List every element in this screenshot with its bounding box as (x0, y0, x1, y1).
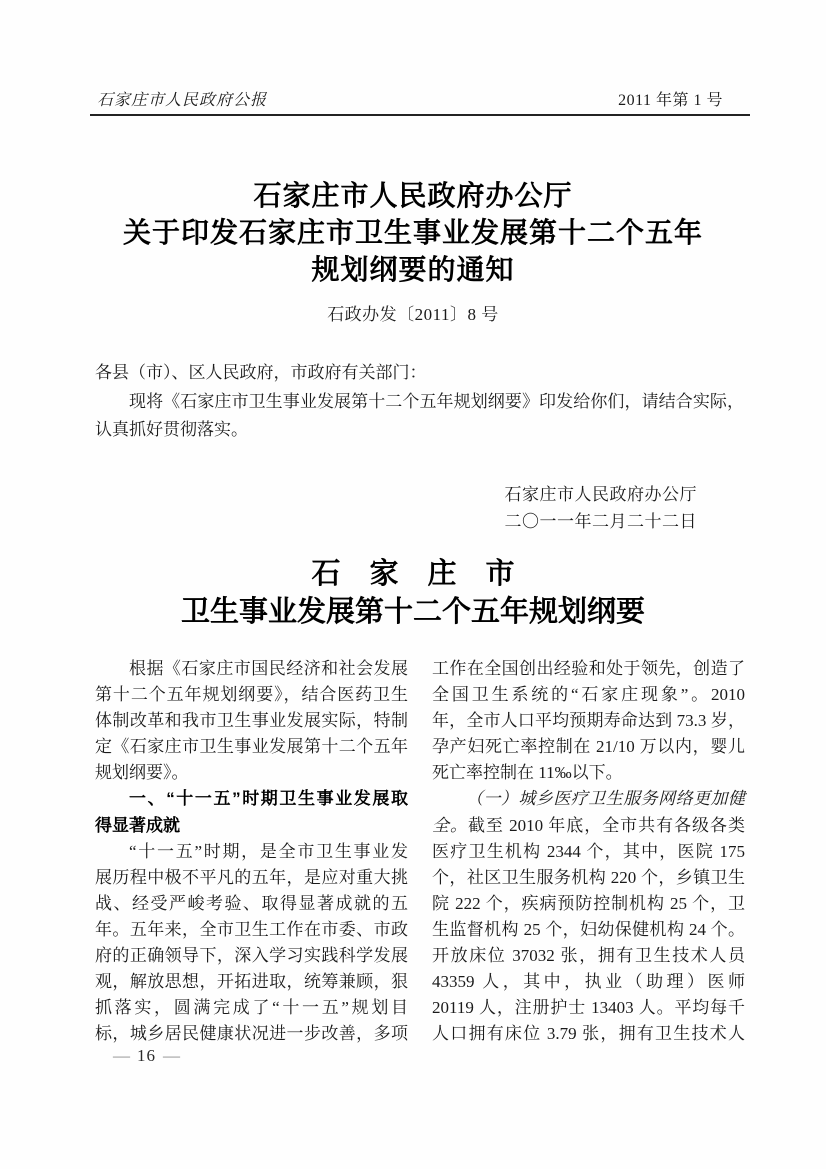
text-segment: 得显著成就 (95, 815, 180, 835)
text-line (95, 708, 408, 734)
text-line (95, 995, 408, 1021)
text-segment: 医疗卫生机构 2344 个，其中，医院 175 (432, 841, 745, 861)
text-segment: 第十二个五年规划纲要》，结合医药卫生 (95, 685, 408, 705)
text-line (432, 734, 745, 760)
text-line (95, 786, 408, 812)
text-line (432, 760, 745, 786)
notice-title (0, 178, 826, 289)
text-line (432, 865, 745, 891)
text-segment: 20119 人，注册护士 13403 人。平均每千 (432, 998, 745, 1018)
text-line (432, 969, 745, 995)
text-segment: 生监督机构 25 个，妇幼保健机构 24 个。 (432, 919, 745, 939)
text-line (432, 786, 745, 812)
signature-date: 二〇一一年二月二十二日 (504, 511, 697, 531)
text-segment: 工作在全国创出经验和处于领先，创造了 (432, 659, 745, 678)
text-line (432, 917, 745, 943)
text-segment: 截至 2010 年底，全市共有各级各类 (467, 815, 745, 835)
text-line (95, 734, 408, 760)
plan-right-column (432, 656, 745, 1047)
plan-body-columns (95, 656, 745, 1047)
text-line (95, 682, 408, 708)
text-line (95, 839, 408, 865)
notice-body (95, 359, 744, 445)
text-segment: 关于印发石家庄市卫生事业发展第十二个五年 (122, 218, 703, 249)
masthead (97, 92, 723, 110)
text-line (95, 813, 408, 839)
page-number: 16 (137, 1046, 156, 1065)
text-line (95, 969, 408, 995)
masthead-divider-rule (90, 114, 750, 116)
plan-title-line-1: 石 家 庄 市 (311, 558, 515, 590)
text-segment: 一、“十一五”时期卫生事业发展取 (129, 789, 408, 809)
text-line (432, 813, 745, 839)
text-segment: 年。五年来，全市卫生工作在市委、市政 (95, 919, 408, 939)
text-segment: 年，全市人口平均预期寿命达到 73.3 岁， (432, 711, 745, 731)
text-line (95, 388, 744, 417)
text-segment: 孕产妇死亡率控制在 21/10 万以内，婴儿 (432, 737, 745, 757)
text-line (432, 891, 745, 917)
text-line (95, 416, 744, 445)
text-segment: 死亡率控制在 11‰以下。 (432, 763, 623, 783)
text-segment: 规划纲要的通知 (311, 255, 515, 286)
text-line (432, 943, 745, 969)
plan-left-column (95, 656, 408, 1047)
signature-agency: 石家庄市人民政府办公厅 (504, 485, 697, 504)
text-line (95, 943, 408, 969)
text-segment: 展历程中极不平凡的五年，是应对重大挑 (95, 867, 408, 887)
notice-document-number: 石政办发〔2011〕8 号 (327, 305, 499, 324)
plan-title (0, 556, 826, 631)
text-segment: 观，解放思想，开拓进取，统筹兼顾，狠 (95, 972, 408, 992)
text-segment: 标，城乡居民健康状况进一步改善，多项 (95, 1024, 408, 1044)
text-segment: “十一五”时期，是全市卫生事业发 (129, 841, 408, 861)
text-segment: 根据《石家庄市国民经济和社会发展 (129, 659, 408, 678)
text-line (0, 215, 826, 252)
text-line (432, 995, 745, 1021)
text-line (0, 252, 826, 289)
text-segment: 定《石家庄市卫生事业发展第十二个五年 (95, 737, 408, 757)
text-line (95, 359, 744, 388)
text-segment: 石家庄市人民政府办公厅 (253, 181, 573, 212)
text-segment: 规划纲要》。 (95, 763, 189, 783)
text-line (95, 917, 408, 943)
text-segment: 体制改革和我市卫生事业发展实际，特制 (95, 711, 408, 731)
text-line (432, 708, 745, 734)
masthead-issue-number: 2011 年第 1 号 (618, 92, 723, 109)
plan-title-line-2: 卫生事业发展第十二个五年规划纲要 (180, 595, 645, 628)
text-segment: 现将《石家庄市卫生事业发展第十二个五年规划纲要》印发给你们，请结合实际， (129, 391, 744, 411)
text-segment: 抓落实，圆满完成了“十一五”规划目 (95, 998, 408, 1018)
text-line (432, 839, 745, 865)
text-line (95, 891, 408, 917)
text-segment: 战、经受严峻考验、取得显著成就的五 (95, 893, 408, 913)
text-line (432, 1021, 745, 1047)
text-segment: （一）城乡医疗卫生服务网络更加健 (466, 789, 745, 809)
text-line (95, 760, 408, 786)
footer-right-dash: — (163, 1046, 180, 1065)
text-segment: 43359 人，其中，执业（助理）医师 (432, 972, 745, 992)
text-segment: 人口拥有床位 3.79 张，拥有卫生技术人 (432, 1024, 745, 1044)
text-segment: 各县（市）、区人民政府，市政府有关部门： (95, 363, 427, 382)
text-segment: 府的正确领导下，深入学习实践科学发展 (95, 946, 408, 966)
text-line (95, 656, 408, 682)
text-segment: 全国卫生系统的“石家庄现象”。2010 (432, 685, 745, 705)
text-line (0, 178, 826, 215)
text-segment: 认真抓好贯彻落实。 (95, 420, 248, 439)
text-line (432, 656, 745, 682)
text-line (95, 1021, 408, 1047)
text-segment: 全。 (432, 815, 468, 835)
text-segment: 院 222 个，疾病预防控制机构 25 个，卫 (432, 893, 745, 913)
notice-signature-block (505, 482, 698, 535)
page-footer (106, 1045, 187, 1067)
footer-left-dash: — (113, 1046, 130, 1065)
text-segment: 开放床位 37032 张，拥有卫生技术人员 (432, 946, 745, 966)
text-line (432, 682, 745, 708)
text-segment: 个，社区卫生服务机构 220 个，乡镇卫生 (432, 867, 745, 887)
text-line (95, 865, 408, 891)
masthead-publication-title: 石家庄市人民政府公报 (97, 92, 268, 109)
